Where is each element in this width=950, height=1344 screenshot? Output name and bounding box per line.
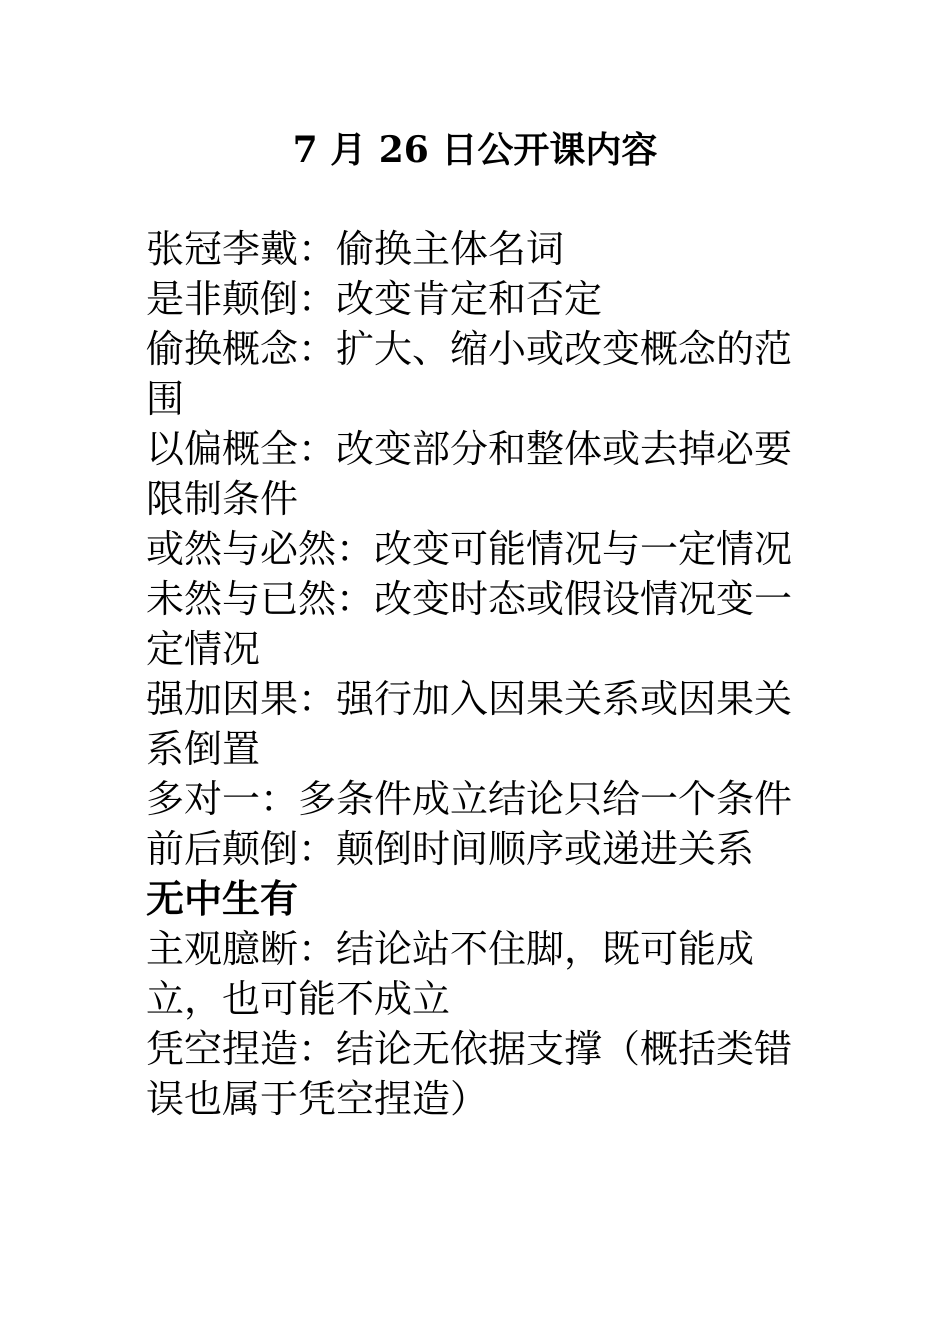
entry-text: 未然与已然：改变时态或假设情况变一定情况 <box>146 577 793 671</box>
entry-text: 偷换概念：扩大、缩小或改变概念的范围 <box>146 327 793 421</box>
entry-text: 多对一：多条件成立结论只给一个条件 <box>146 777 793 821</box>
entry-text: 张冠李戴：偷换主体名词 <box>146 227 565 271</box>
entry-text: 是非颠倒：改变肯定和否定 <box>146 277 603 321</box>
entry-text: 主观臆断：结论站不住脚，既可能成立，也可能不成立 <box>146 927 755 1021</box>
entry-text: 强加因果：强行加入因果关系或因果关系倒置 <box>146 677 793 771</box>
entry-text: 前后颠倒：颠倒时间顺序或递进关系 <box>146 827 755 871</box>
entry-text: 或然与必然：改变可能情况与一定情况 <box>146 527 793 571</box>
document-body <box>146 224 810 1124</box>
entry-heading: 无中生有 <box>146 877 299 921</box>
entry-text: 凭空捏造：结论无依据支撑（概括类错误也属于凭空捏造） <box>146 1027 793 1121</box>
entry-text: 以偏概全：改变部分和整体或去掉必要限制条件 <box>146 427 793 521</box>
document-title: 7 月 26 日公开课内容 <box>292 129 658 171</box>
